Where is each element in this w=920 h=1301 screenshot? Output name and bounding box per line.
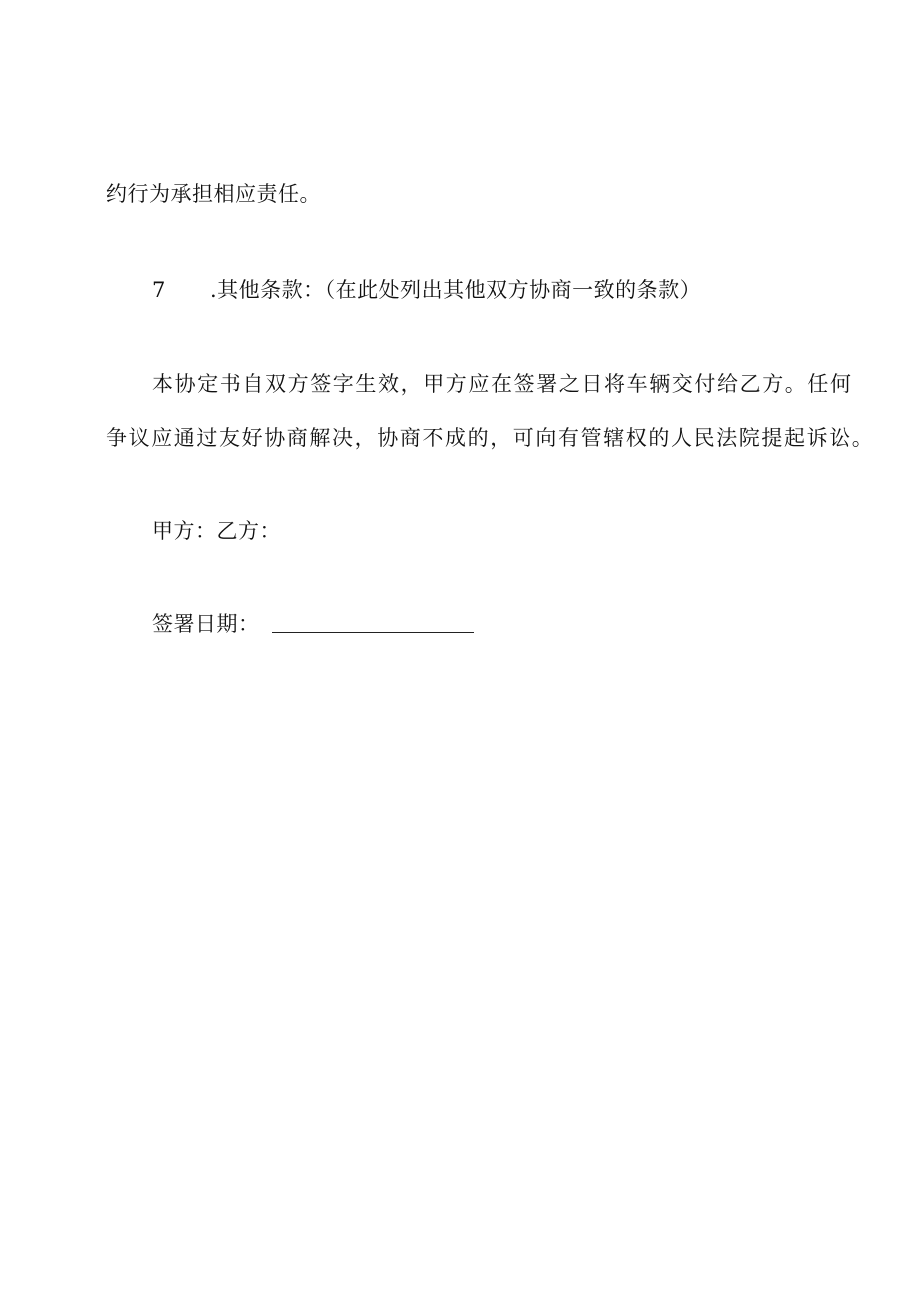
signing-date-label: 签署日期： [152, 612, 260, 636]
clause-7 [152, 276, 701, 304]
clause-number: 7 [152, 278, 166, 302]
closing-paragraph-line-1: 本协定书自双方签字生效，甲方应在签署之日将车辆交付给乙方。任何 [152, 372, 853, 396]
closing-paragraph-line-2: 争议应通过友好协商解决，协商不成的，可向有管辖权的人民法院提起诉讼。 [106, 426, 875, 450]
continued-clause-text: 约行为承担相应责任。 [106, 182, 321, 206]
clause-text: .其他条款：（在此处列出其他双方协商一致的条款） [210, 278, 702, 302]
signing-date-blank [272, 632, 474, 633]
parties-signature-line: 甲方：乙方： [152, 519, 281, 543]
